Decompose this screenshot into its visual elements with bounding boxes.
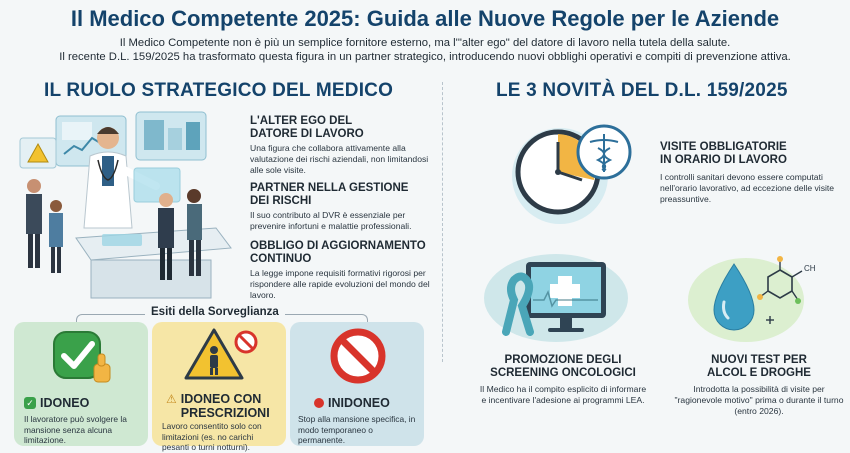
role-item-title: CONTINUO (250, 253, 312, 265)
novita-item-alcol (674, 354, 844, 417)
doctor-team-illustration (16, 108, 246, 308)
role-item-title: OBBLIGO DI AGGIORNAMENTO (250, 240, 426, 252)
novita-section-heading: LE 3 NOVITÀ DEL D.L. 159/2025 (496, 80, 788, 101)
subtitle-line-2: Il recente D.L. 159/2025 ha trasformato questa figura in un partner strategico, introducendo nuovi obblighi operativi e compiti di prevenzione attiva. (59, 51, 791, 63)
outcome-label: IDONEO CON (180, 392, 262, 406)
outcome-label: IDONEO (40, 396, 90, 410)
novita-item-text: Introdotta la possibilità di visite per "ragionevole motivo" prima o durante il turno (entro 2026). (674, 384, 844, 416)
novita-item-title: NUOVI TEST PER (711, 354, 807, 366)
role-item-aggiornamento (250, 240, 435, 301)
outcome-label: INIDONEO (328, 396, 390, 410)
molecule-label: CH (804, 264, 816, 273)
outcome-card-inidoneo (290, 322, 424, 446)
red-dot-icon (314, 398, 324, 408)
screening-monitor-illustration (478, 250, 628, 345)
prohibited-icon (328, 326, 388, 386)
role-item-partner (250, 182, 435, 232)
drop-molecule-illustration (684, 250, 834, 345)
outcome-label-row (166, 392, 270, 420)
novita-item-visite (660, 141, 840, 205)
page-title: Il Medico Competente 2025: Guida alle Nuove Regole per le Aziende (70, 6, 780, 31)
novita-item-title: ALCOL E DROGHE (707, 367, 811, 379)
warning-icon: ⚠ (166, 392, 177, 406)
section-divider (442, 82, 443, 362)
role-item-title: L'ALTER EGO DEL (250, 115, 353, 127)
role-item-text: Il suo contributo al DVR è essenziale per prevenire infortuni e malattie professionali. (250, 210, 412, 231)
novita-item-title: SCREENING ONCOLOGICI (490, 367, 636, 379)
novita-item-title: IN ORARIO DI LAVORO (660, 154, 787, 166)
novita-item-screening (478, 354, 648, 406)
subtitle-line-1: Il Medico Competente non è più un semplice fornitore esterno, ma l'"alter ego" del datore di lavoro nella tutela della salute. (119, 37, 731, 49)
role-item-title: DATORE DI LAVORO (250, 128, 364, 140)
novita-item-title: PROMOZIONE DEGLI (504, 354, 622, 366)
outcome-text: Stop alla mansione specifica, in modo temporaneo o permanente. (298, 414, 416, 445)
novita-item-title: VISITE OBBLIGATORIE (660, 141, 787, 153)
outcome-label-row (314, 396, 390, 410)
role-item-alter-ego (250, 115, 435, 176)
outcome-text: Lavoro consentito solo con limitazioni (es. no carichi pesanti o turni notturni). (162, 421, 262, 452)
green-check-thumb-icon (48, 326, 118, 390)
page-subtitle (10, 36, 840, 64)
outcome-card-idoneo (14, 322, 148, 446)
role-item-title: DEI RISCHI (250, 195, 312, 207)
outcome-card-prescrizioni (152, 322, 286, 452)
outcome-text: Il lavoratore può svolgere la mansione senza alcuna limitazione. (24, 414, 127, 445)
role-item-text: Una figura che collabora attivamente alla valutazione dei rischi aziendali, non limitandosi alle sole visite. (250, 143, 429, 175)
warning-worker-icon (182, 326, 262, 388)
role-section-heading: IL RUOLO STRATEGICO DEL MEDICO (44, 80, 394, 101)
outcome-label: PRESCRIZIONI (180, 406, 270, 420)
outcome-label-row (24, 396, 89, 410)
role-item-text: La legge impone requisiti formativi rigorosi per rispondere alle rapide evoluzioni del mondo del lavoro. (250, 268, 430, 300)
clock-caduceus-illustration (500, 108, 650, 228)
novita-item-text: Il Medico ha il compito esplicito di informare e incentivare l'adesione ai programmi LEA. (479, 384, 647, 405)
outcomes-title: Esiti della Sorveglianza (145, 306, 285, 318)
novita-item-text: I controlli sanitari devono essere computati nell'orario lavorativo, ad eccezione delle visite preassuntive. (660, 172, 835, 204)
role-item-title: PARTNER NELLA GESTIONE (250, 182, 409, 194)
green-check-icon: ✓ (24, 397, 36, 409)
